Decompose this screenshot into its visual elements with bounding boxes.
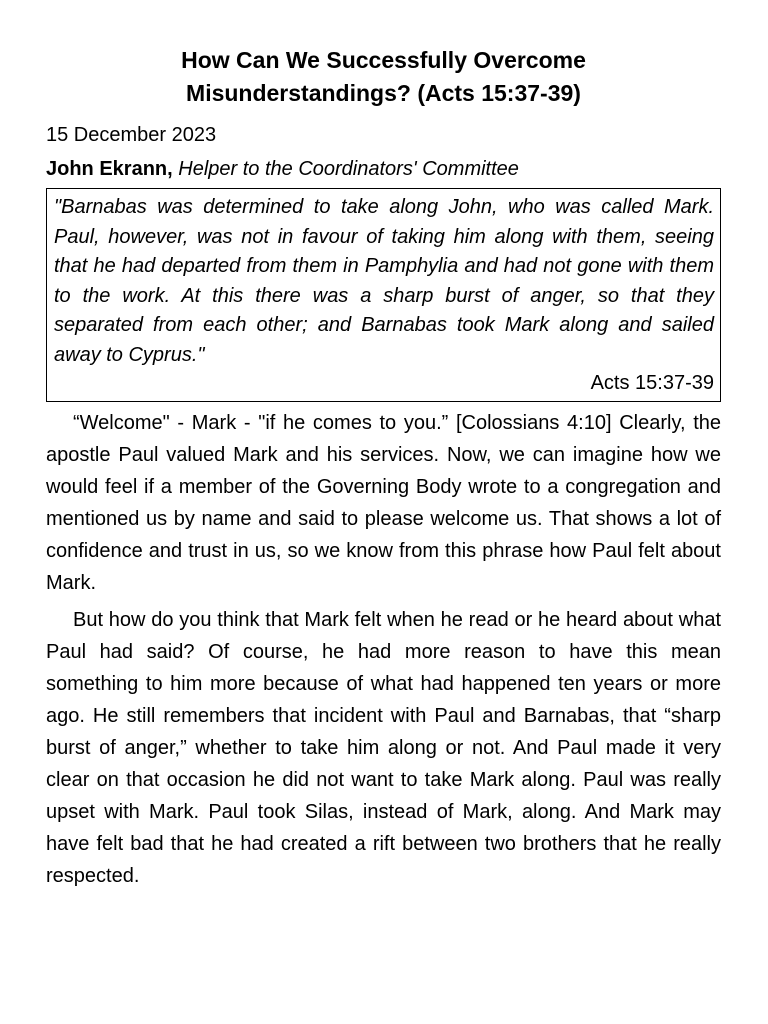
- scripture-quote-box: [46, 188, 721, 402]
- author-name: John Ekrann,: [46, 158, 173, 180]
- body-paragraph-2: But how do you think that Mark felt when he read or he heard about what Paul had said? Of course, he had more reason to have this mean something to him more because of what had happened ten years or more ago. He still remembers that incident with Paul and Barnabas, that “sharp burst of anger,” whether to take him along or not. And Paul made it very clear on that occasion he did not want to take Mark along. Paul was really upset with Mark. Paul took Silas, instead of Mark, along. And Mark may have felt bad that he had created a rift between two brothers that he really respected.: [46, 609, 721, 887]
- scripture-reference: Acts 15:37-39: [590, 372, 714, 394]
- publication-date: 15 December 2023: [46, 124, 217, 146]
- author-line: [46, 156, 721, 182]
- page-title: [46, 44, 721, 110]
- body-paragraph-1: “Welcome" - Mark - "if he comes to you.” [Colossians 4:10] Clearly, the apostle Paul valued Mark and his services. Now, we can imagine how we would feel if a member of the Governing Body wrote to a congregation and mentioned us by name and said to please welcome us. That shows a lot of confidence and trust in us, so we know from this phrase how Paul felt about Mark.: [46, 412, 721, 594]
- title-line-1: How Can We Successfully Overcome: [181, 47, 586, 73]
- title-line-2: Misunderstandings? (Acts 15:37-39): [186, 80, 581, 106]
- scripture-quote-text: "Barnabas was determined to take along John, who was called Mark. Paul, however, was not in favour of taking him along with them, seeing that he had departed from them in Pamphylia and had not gone with them to the work. At this there was a sharp burst of anger, so that they separated from each other; and Barnabas took Mark along and sailed away to Cyprus.": [54, 196, 714, 366]
- author-role: Helper to the Coordinators' Committee: [178, 158, 519, 180]
- document-page: [46, 44, 721, 897]
